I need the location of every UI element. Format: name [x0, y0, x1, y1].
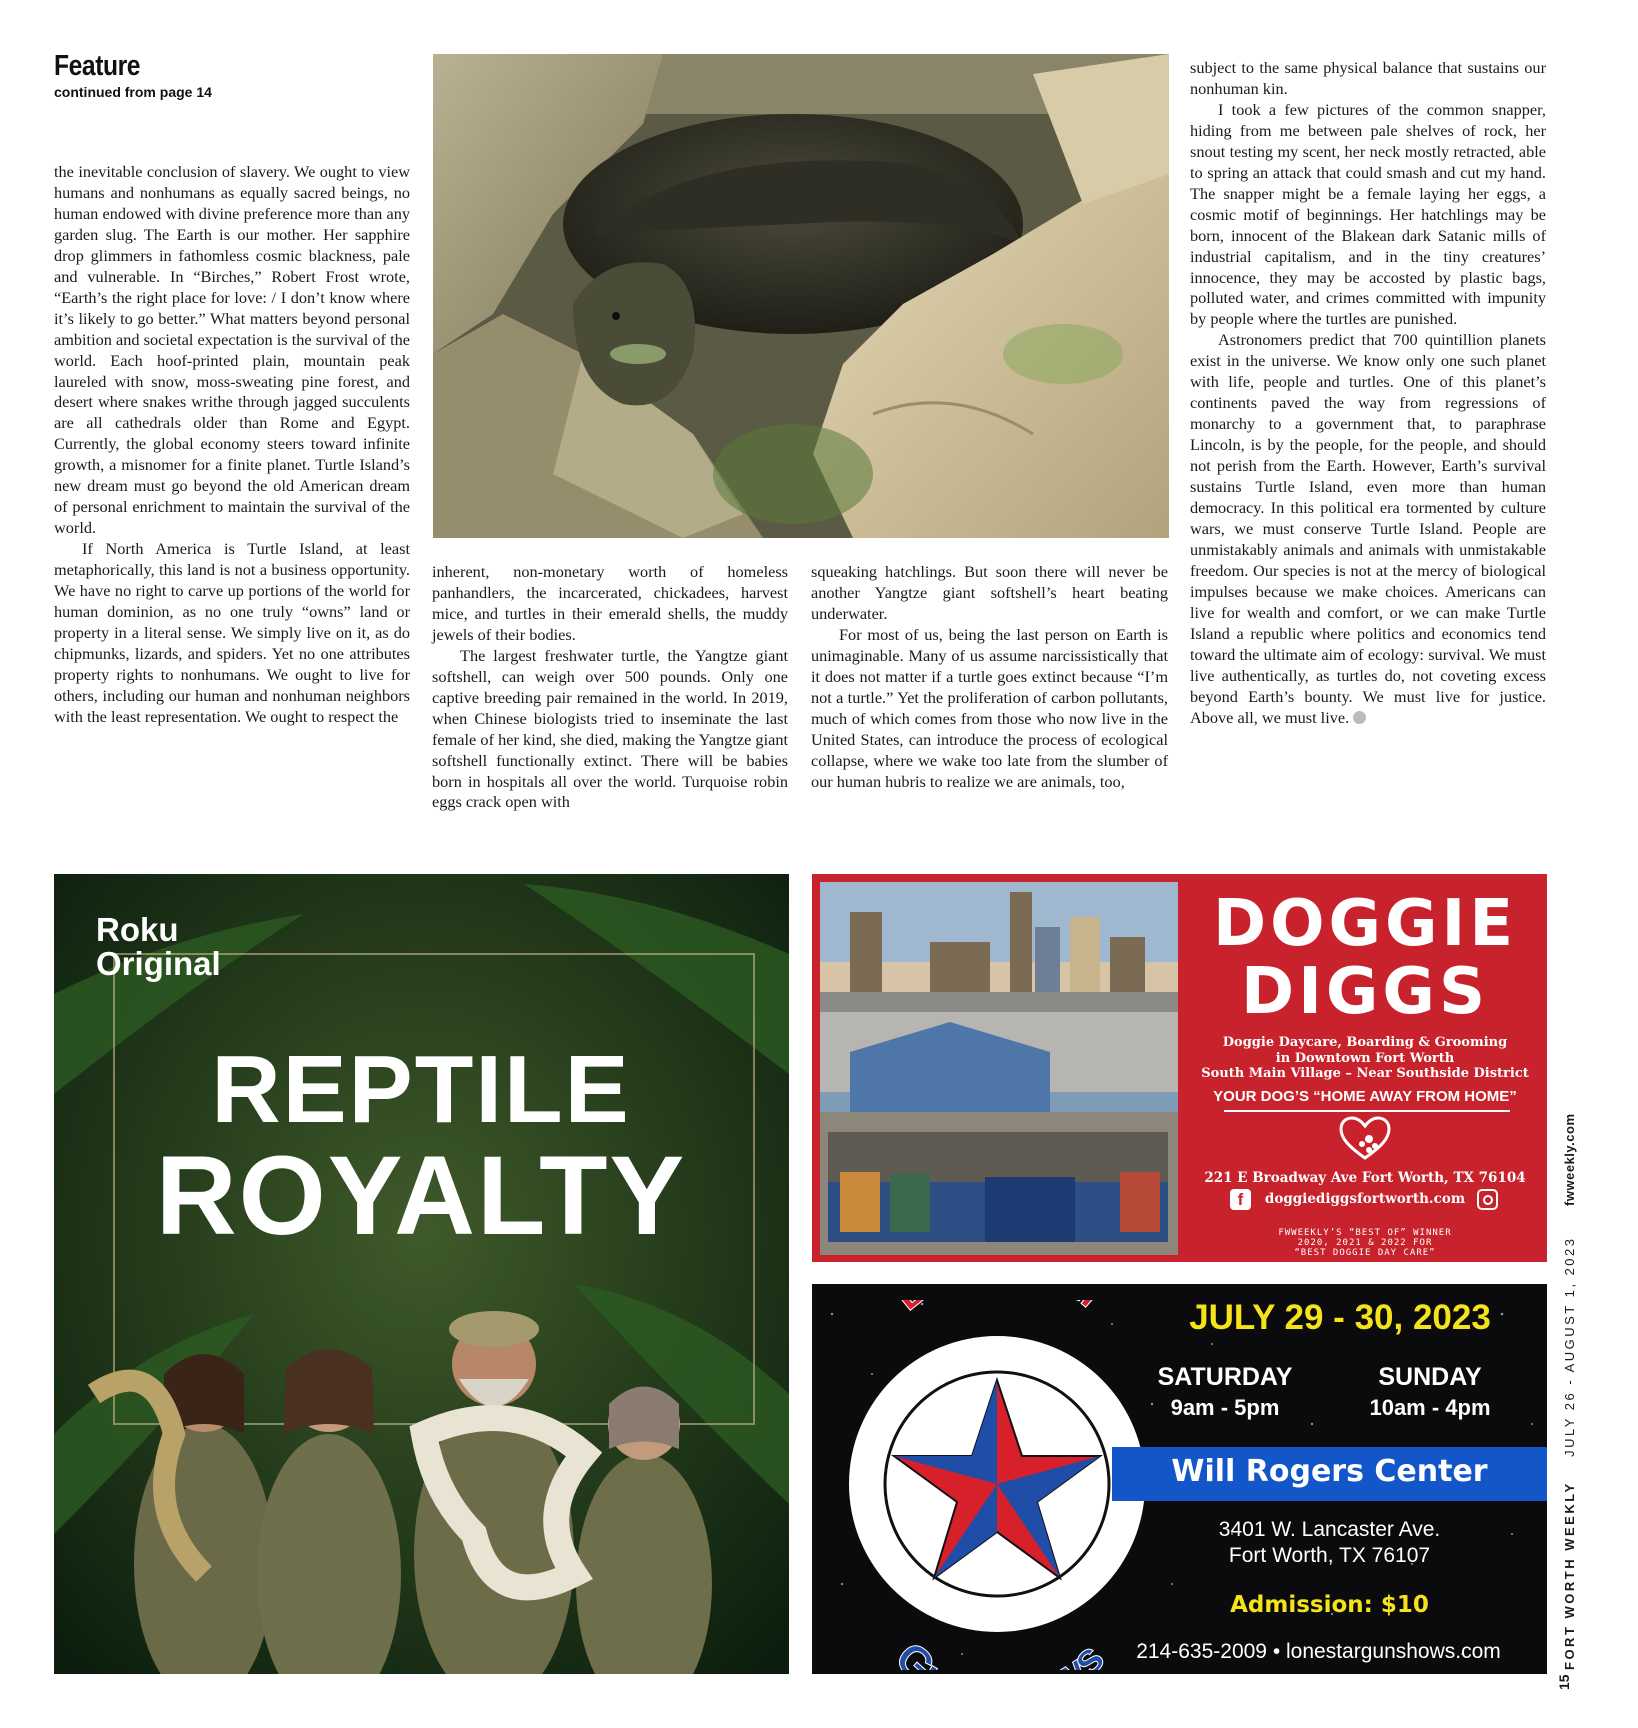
reptile-royalty-title [96, 1036, 746, 1258]
publication-name: FORT WORTH WEEKLY [1562, 1481, 1577, 1670]
title-line-1: REPTILE [211, 1036, 631, 1143]
services-line-3: South Main Village – Near Southside District [1201, 1066, 1529, 1081]
paragraph: For most of us, being the last person on Earth is unimaginable. Many of us assume narcissistically that it does not matter if a turtle goes extinct because “I’m not a turtle.” Yet the proliferation of carbon pollutants, much of which comes from those who now live in the United States, can introduce the process of ecological collapse, where we wake too late from the slumber of our human hubris to realize we are animals, too, [811, 624, 1168, 791]
address-line-1: 3401 W. Lancaster Ave. [1218, 1518, 1441, 1541]
paragraph: The largest freshwater turtle, the Yangtze giant softshell, can weigh over 500 pounds. Only one captive breeding pair remained in the world. In 2019, when Chinese biologists tried to inseminate the last female of her kind, she died, making the Yangtze giant softshell functionally extinct. There will be babies born in hospitals all over the world. Turquoise robin eggs crack open with [432, 645, 788, 812]
venue-address [1112, 1517, 1547, 1569]
tagline-underline [1224, 1110, 1510, 1112]
arc-top-text [884, 1300, 1118, 1320]
doggie-services [1190, 1035, 1540, 1082]
doggie-award [1250, 1228, 1480, 1258]
final-paragraph-text: Astronomers predict that 700 quintillion planets exist in the universe. We know only one such planet with life, people and turtles. One of this planet’s continents paved the way from regressions of monarchy to a government that, to paraphrase Lincoln, is by the people, for the people, and should not perish from the Earth. However, Earth’s survival sustains Turtle Island, even more than human democracy. In this political era tormented by culture wars, we must conserve Turtle Island. People are unmistakably animals and animals with unmistakable freedom. Our species is not at the mercy of biological impulses because we make choices. Americans can live for wealth and comfort, or we can make Turtle Island a republic where politics and economics tend toward the ultimate aim of ecology: survival. We must live authentically, as turtles do, not coveting excess beyond Earth’s bounty. We must live for justice. Above all, we must live. [1190, 330, 1546, 727]
continued-note: continued from page 14 [54, 84, 212, 100]
show-dates: JULY 29 - 30, 2023 [1189, 1298, 1491, 1337]
paragraph: If North America is Turtle Island, at least metaphorically, this land is not a business opportunity. We have no right to carve up portions of the world for human dominion, as no one truly “owns” land or property in a literal sense. We simply live on it, as do chipmunks, lizards, and spiders. Yet no one attributes property rights to nonhumans. We ought to live for others, including our human and nonhuman neighbors with the least representation. We ought to respect the [54, 539, 410, 726]
title-line-2: ROYALTY [155, 1133, 687, 1258]
article-column-4 [1190, 58, 1546, 729]
svg-text:Gun Shows [886, 1633, 1114, 1670]
article-column-1 [54, 162, 410, 728]
award-line-3: “BEST DOGGIE DAY CARE” [1294, 1248, 1436, 1258]
page-number: 15 [1556, 1674, 1572, 1690]
address-line-2: Fort Worth, TX 76107 [1228, 1544, 1431, 1567]
end-mark-icon [1353, 711, 1366, 724]
article-column-2 [432, 562, 788, 813]
gun-show-contact[interactable]: 214-635-2009 • lonestargunshows.com [1136, 1640, 1501, 1663]
arc-bottom-text: G s [885, 1632, 1114, 1670]
reptile-royalty-ad[interactable] [54, 874, 789, 1674]
doggie-address: 221 E Broadway Ave Fort Worth, TX 76104 [1204, 1170, 1526, 1186]
paragraph: I took a few pictures of the common snapper, hiding from me between pale shelves of rock, her snout testing my scent, her neck mostly retracted, able to spring an attack that could smash and cut my hand. The snapper might be a female laying her eggs, a cosmic motif of beginnings. Her hatchlings may be born, innocent of the Blakean dark Satanic mills of industrial capitalism, and in the tiny creatures’ innocence, they may be accosted by plastic bags, polluted water, and crimes committed with impunity by people where the turtles are punished. [1190, 99, 1546, 329]
doggie-diggs-title [1190, 887, 1540, 1029]
paragraph [1190, 330, 1546, 728]
facebook-icon[interactable]: f [1230, 1189, 1251, 1210]
venue-name: Will Rogers Center [1171, 1454, 1488, 1489]
original-label: Original [96, 945, 221, 982]
paragraph: the inevitable conclusion of slavery. We ought to view humans and nonhumans as equally sacred beings, no human endowed with divine preference more than any garden slug. The Earth is our mother. Her sapphire drop glimmers in fathomless cosmic blackness, pale and vulnerable. In “Birches,” Robert Frost wrote, “Earth’s the right place for love: / I don’t know where it’s likely to go better.” What matters beyond personal ambition and societal expectation is the survival of the world. Each hoof-printed plain, mountain peak laureled with snow, moss-sweating pine forest, and desert where snakes writhe through jagged succulents are all cathedrals older than Rome and Egypt. Currently, the global economy steers toward infinite growth, a misnomer for a finite planet. Turtle Island’s new dream must go beyond the old American dream of personal enrichment to maintain the survival of the world. [54, 162, 410, 538]
services-line-2: in Downtown Fort Worth [1275, 1050, 1455, 1066]
instagram-icon[interactable] [1477, 1189, 1498, 1210]
roku-wordmark: Roku [96, 911, 179, 948]
admission-price: Admission: $10 [1230, 1592, 1429, 1618]
day-1-hours: 9am - 5pm [1170, 1395, 1280, 1420]
services-line-1: Doggie Daycare, Boarding & Grooming [1222, 1035, 1508, 1050]
title-line-2: DIGGS [1240, 955, 1490, 1029]
article-column-3 [811, 562, 1168, 792]
heart-paw-icon [1338, 1116, 1392, 1167]
paragraph: squeaking hatchlings. But soon there will never be another Yangtze giant softshell’s heart beating underwater. [811, 562, 1168, 623]
doggie-website[interactable]: doggiediggsfortworth.com [1264, 1191, 1466, 1207]
lone-star-arc-text [850, 1300, 1150, 1415]
roku-original-logo [96, 913, 221, 981]
website-url[interactable]: fwweekly.com [1562, 1113, 1577, 1206]
issue-dates: JULY 26 - AUGUST 1, 2023 [1562, 1236, 1577, 1457]
section-kicker: Feature [54, 50, 141, 82]
folio-line [1562, 1113, 1577, 1670]
award-line-1: FWWEEKLY’S “BEST OF” WINNER [1278, 1228, 1452, 1238]
snapping-turtle-photo [433, 54, 1169, 538]
svg-text:Lone Star [884, 1300, 1118, 1320]
paragraph: subject to the same physical balance that sustains our nonhuman kin. [1190, 58, 1546, 98]
day-2-label: SUNDAY [1378, 1363, 1482, 1391]
paragraph: inherent, non-monetary worth of homeless panhandlers, the incarcerated, chickadees, harvest mice, and turtles in their emerald shells, the muddy jewels of their bodies. [432, 562, 788, 644]
fort-worth-skyline-photo [820, 882, 1178, 1255]
day-1-label: SATURDAY [1157, 1363, 1293, 1391]
title-line-1: DOGGIE [1212, 887, 1518, 961]
award-line-2: 2020, 2021 & 2022 FOR [1297, 1238, 1433, 1248]
doggie-tagline: YOUR DOG’S “HOME AWAY FROM HOME” [1213, 1088, 1517, 1105]
day-2-hours: 10am - 4pm [1369, 1395, 1491, 1420]
